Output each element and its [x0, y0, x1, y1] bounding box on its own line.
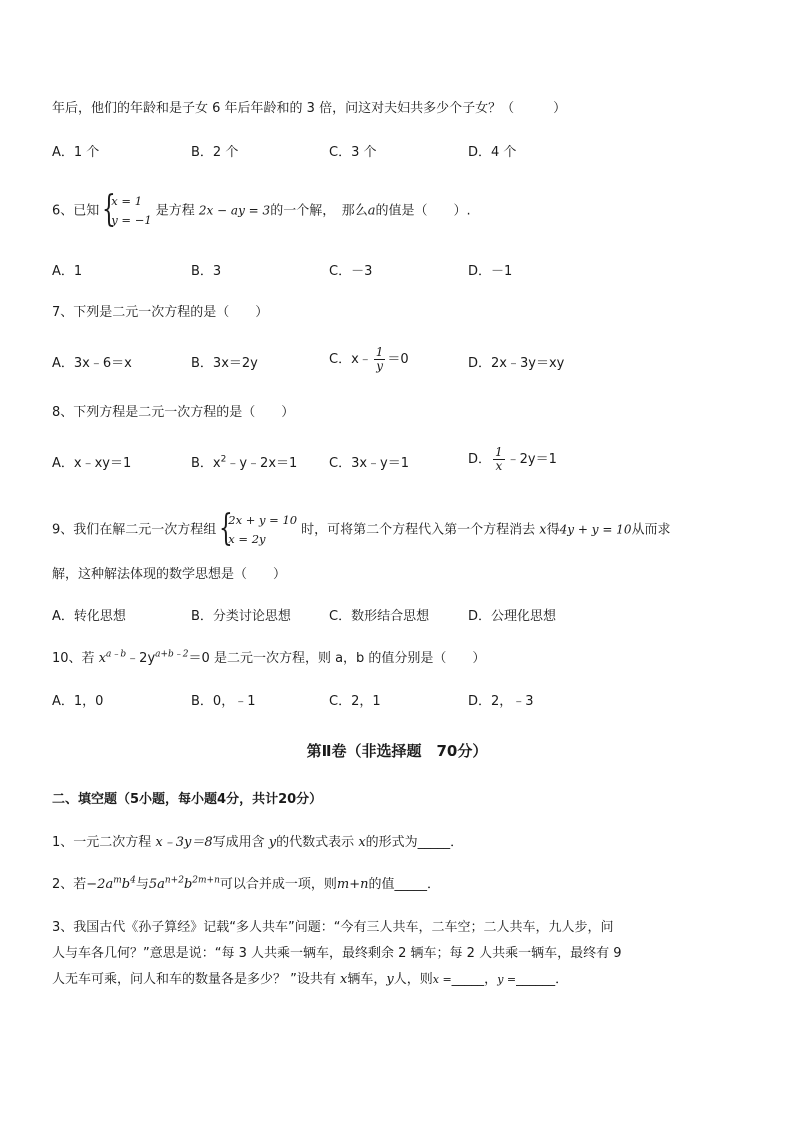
q5-option-c[interactable]: C．3 个: [329, 145, 377, 160]
fill-q2-term1-b: b: [121, 877, 131, 892]
q6-var-a: a: [367, 203, 376, 219]
q10-prefix: 10、若: [52, 651, 95, 666]
fill-q3-blank2[interactable]: ______．: [516, 972, 569, 987]
fill-q1-equation: x﹣3y＝8: [155, 835, 213, 850]
fill-q2-exp-2mn: 2m+n: [192, 875, 220, 886]
q9-system: { 2x + y = 10 x = 2y: [219, 508, 298, 549]
fill-q2-tail2: 的值_____．: [368, 877, 440, 892]
q8-option-a[interactable]: A．x﹣xy＝1: [52, 456, 132, 471]
fill-q3-y-eq: y =: [497, 973, 517, 986]
q10-stem: [52, 650, 485, 668]
q6-option-b[interactable]: B．3: [191, 264, 222, 279]
q9-option-c[interactable]: C．数形结合思想: [329, 609, 430, 624]
section-title: 第Ⅱ卷（非选择题 70分）: [306, 742, 488, 760]
fill-q2-term1-a: −2a: [86, 877, 114, 892]
q7-fraction-numerator: 1: [375, 345, 384, 359]
fill-q3-line2: 人与车各几何？”意思是说：“每 3 人共乘一辆车，最终剩余 2 辆车；每 2 人共乘一辆车，最终有 9: [52, 946, 622, 961]
q9-system-eq2: x = 2y: [228, 532, 266, 546]
q5-stem: 年后，他们的年龄和是子女 6 年后年龄和的 3 倍，问这对夫妇共多少个子女？（ ）: [52, 101, 567, 116]
q7-stem: 7、下列是二元一次方程的是（ ）: [52, 305, 269, 320]
fill-q2-term1: [86, 877, 136, 892]
q7-option-c-pre: C．x﹣: [329, 352, 372, 367]
q6-option-c[interactable]: C．－3: [329, 264, 373, 279]
q10-x: x: [98, 651, 107, 666]
fill-q1: [52, 834, 463, 852]
q8-option-d[interactable]: [468, 446, 557, 473]
fill-q3-x: x: [340, 972, 348, 987]
fill-q2-mn: m+n: [336, 877, 369, 892]
q5-option-d[interactable]: D．4 个: [468, 145, 517, 160]
fill-q3-line1: 3、我国古代《孙子算经》记载“多人共车”问题：“今有三人共车，二车空；二人共车，九人步，问: [52, 920, 614, 935]
q6-stem: [52, 189, 471, 230]
q6-system-eq1: x = 1: [111, 194, 143, 208]
q6-equation: 2x − ay = 3: [198, 203, 271, 218]
fill-q2-mid: 与: [135, 877, 149, 892]
q6-system: { x = 1 y = −1: [102, 189, 152, 230]
q9-tail: 从而求: [631, 522, 671, 538]
fill-q3-line3-pre: 人无车可乘，问人和车的数量各是多少？ ”设共有: [52, 972, 336, 987]
fill-q3-blank1[interactable]: _____，: [451, 972, 498, 987]
q8-fraction-denominator: x: [495, 459, 503, 473]
q9-mid: 时，可将第二个方程代入第一个方程消去: [301, 522, 536, 538]
q9-var-x: x: [539, 522, 547, 538]
fill-q2-term2-b: b: [183, 877, 193, 892]
fill-q3-x-eq: x =: [432, 973, 452, 986]
q9-stem-line2: 解，这种解法体现的数学思想是（ ）: [52, 567, 287, 582]
q9-option-b[interactable]: B．分类讨论思想: [191, 609, 291, 624]
fill-q1-pre: 1、一元二次方程: [52, 835, 152, 850]
q5-option-a[interactable]: A．1 个: [52, 145, 100, 160]
q7-option-a[interactable]: A．3x﹣6＝x: [52, 356, 132, 371]
q6-tail2: 的值是（ ）.: [375, 203, 471, 219]
q10-exponent-1: a﹣b: [106, 649, 127, 660]
fill-q2-exp-n2: n+2: [164, 875, 184, 886]
q8-option-c[interactable]: C．3x﹣y＝1: [329, 456, 410, 471]
q10-option-d[interactable]: D．2，﹣3: [468, 694, 534, 709]
q8-option-b-post: ﹣y﹣2x＝1: [226, 456, 298, 471]
q6-system-eq2: y = −1: [111, 213, 152, 227]
q9-stem: [52, 508, 671, 549]
fill-q3-line3: [52, 971, 568, 989]
fill-q2-tail: 可以合并成一项，则: [219, 877, 337, 892]
q8-stem: 8、下列方程是二元一次方程的是（ ）: [52, 405, 295, 420]
q9-option-d[interactable]: D．公理化思想: [468, 609, 557, 624]
fill-q3-line3-mid2: 人，则: [393, 972, 433, 987]
q10-exponent-2: a+b﹣2: [155, 649, 189, 660]
q7-option-c[interactable]: [329, 346, 409, 373]
q9-system-eq1: 2x + y = 10: [228, 513, 298, 527]
q10-tail: ＝0 是二元一次方程，则 a，b 的值分别是（ ）: [188, 651, 486, 666]
q7-option-c-post: ＝0: [387, 352, 409, 367]
q10-option-a[interactable]: A．1，0: [52, 694, 104, 709]
fill-q2-term2-a: 5a: [148, 877, 165, 892]
fill-q1-mid: 写成用含: [212, 835, 265, 850]
q8-option-d-post: ﹣2y＝1: [506, 452, 557, 467]
q9-mid2: 得: [546, 522, 560, 538]
q6-option-a[interactable]: A．1: [52, 264, 83, 279]
fill-q3-line3-mid: 辆车，: [347, 972, 387, 987]
q8-option-d-fraction: [493, 446, 505, 473]
q6-prefix: 6、已知: [52, 203, 100, 219]
q7-fraction-denominator: y: [376, 359, 383, 373]
q10-option-b[interactable]: B．0，﹣1: [191, 694, 256, 709]
q7-option-b[interactable]: B．3x＝2y: [191, 356, 258, 371]
section-subtitle: 二、填空题（5小题，每小题4分，共计20分）: [52, 792, 323, 807]
q9-option-a[interactable]: A．转化思想: [52, 609, 126, 624]
q7-option-d[interactable]: D．2x﹣3y＝xy: [468, 356, 565, 371]
fill-q2-pre: 2、若: [52, 877, 87, 892]
q9-prefix: 9、我们在解二元一次方程组: [52, 522, 217, 538]
q8-option-b-exponent: 2: [220, 454, 227, 465]
fill-q2-exp-4: 4: [130, 875, 136, 886]
q8-option-b-pre: B．x: [191, 456, 221, 471]
q10-option-c[interactable]: C．2，1: [329, 694, 381, 709]
q6-mid: 是方程: [155, 203, 195, 219]
fill-q1-tail: 的形式为_____．: [365, 835, 464, 850]
q8-option-d-pre: D．: [468, 452, 492, 467]
q8-fraction-numerator: 1: [495, 445, 503, 459]
fill-q2-term2: [149, 877, 220, 892]
q8-option-b[interactable]: [191, 455, 297, 473]
fill-q3-y: y: [386, 972, 394, 987]
fill-q1-x: x: [358, 835, 366, 850]
q9-equation: 4y + y = 10: [559, 522, 632, 537]
fill-q2-exp-m: m: [113, 875, 122, 886]
q7-option-c-fraction: [374, 346, 386, 373]
q10-mid: ﹣2y: [126, 651, 156, 666]
fill-q1-mid2: 的代数式表示: [276, 835, 355, 850]
q6-tail1: 的一个解， 那么: [270, 203, 368, 219]
fill-q1-y: y: [268, 835, 277, 850]
fill-q2: [52, 876, 440, 894]
q5-option-b[interactable]: B．2 个: [191, 145, 239, 160]
q6-option-d[interactable]: D．－1: [468, 264, 513, 279]
